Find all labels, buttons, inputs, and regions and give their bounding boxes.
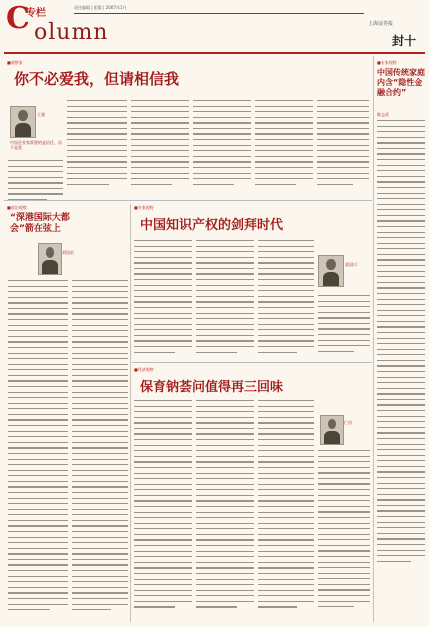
article2-headline: 中国传统家庭内含“隐性金融合约”: [377, 68, 425, 97]
masthead-rule: [74, 13, 364, 14]
article1-pull-quote: 中国企业家需要的是信任，而不是爱: [10, 140, 62, 150]
article5-col4: [318, 450, 370, 612]
author-portrait: [10, 106, 36, 138]
section-tag: ■专家视野: [134, 205, 154, 210]
article2-author: 陈志武: [377, 112, 389, 117]
issue-line: 责任编辑 | 组版 | 2007年1月: [74, 5, 127, 10]
author-portrait: [318, 255, 344, 287]
article4-author: 姜国川: [345, 262, 357, 267]
article1-author: 王骏: [37, 112, 45, 117]
logo-column: olumn: [34, 20, 109, 45]
section-tag: ■前沿观察: [7, 205, 27, 210]
article3-headline: “深港国际大都会”箭在弦上: [10, 213, 70, 234]
article4-col4: [318, 295, 370, 356]
article2-body: [377, 120, 425, 566]
article5-headline: 保育钠荟问值得再三回味: [140, 380, 284, 395]
logo-zh: 专栏: [26, 8, 46, 19]
column-divider: [130, 204, 131, 622]
article5-col3: [258, 400, 314, 612]
section-tag: ■经济观察: [134, 367, 154, 372]
article3-col2: [72, 280, 128, 615]
column-divider: [373, 56, 374, 622]
logo-c: C: [6, 1, 30, 36]
section-separator: [4, 200, 372, 201]
paper-name: 上海证券报: [368, 21, 394, 27]
article5-author: 仁田: [344, 420, 352, 425]
article4-col3: [258, 240, 314, 357]
article1-headline: 你不必爱我，但请相信我: [14, 70, 180, 88]
author-portrait: [38, 243, 62, 275]
article4-col2: [196, 240, 254, 357]
article1-col1: [8, 160, 63, 205]
article5-col1: [134, 400, 192, 612]
article3-author: 刘国宏: [62, 250, 74, 255]
section-separator: [132, 362, 372, 363]
section-tag: ■专家视野: [377, 60, 397, 65]
article1-col3: [131, 100, 189, 189]
masthead: [0, 0, 429, 52]
article1-col5: [255, 100, 313, 189]
article1-col2: [67, 100, 127, 189]
article3-col1: [8, 280, 68, 615]
section-tag: ■观察家: [7, 60, 23, 65]
article4-headline: 中国知识产权的剑拜时代: [140, 218, 284, 233]
page-label: 封十: [392, 34, 417, 48]
author-portrait: [320, 415, 344, 445]
article4-col1: [134, 240, 192, 357]
article1-col4: [193, 100, 251, 189]
masthead-bottom-rule: [4, 52, 425, 54]
article1-col6: [317, 100, 369, 189]
article5-col2: [196, 400, 254, 612]
